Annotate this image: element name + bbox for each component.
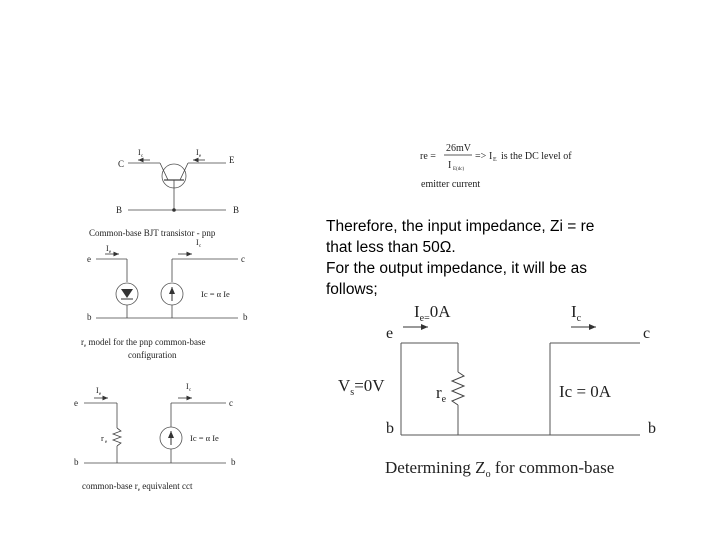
diagram4-caption: Determining $Z_o$ for common-base: [385, 458, 615, 480]
re-sub: e: [105, 440, 108, 445]
implies-arrow: =>: [475, 151, 487, 162]
ic-label: I: [196, 238, 199, 247]
ic-zero-label: Ic = 0A: [559, 382, 612, 401]
body-line-3: For the output impedance, it will be as: [326, 260, 588, 277]
ic-label: I: [186, 382, 189, 391]
ie-sub: e: [199, 154, 202, 159]
base-right-label: b: [648, 420, 656, 437]
diagram3-caption: common-base $r_e$ equivalent cct: [82, 481, 193, 493]
re-label: $r_e$: [436, 383, 447, 405]
ie-label: I: [106, 244, 109, 253]
base-left-label: b: [87, 312, 92, 322]
re-formula-numerator: 26mV: [446, 143, 471, 154]
ic-label: I: [138, 148, 141, 157]
body-line-4: follows;: [326, 281, 378, 298]
formula-line2: emitter current: [421, 179, 481, 190]
diagram-equivalent-cct: [74, 382, 236, 493]
body-line-1: Therefore, the input impedance, Zi = re: [326, 218, 595, 235]
base-right-label: b: [243, 312, 248, 322]
current-source-label: Ic = α Ie: [190, 433, 219, 443]
ic-label: $I_c$: [571, 302, 582, 324]
ie-sub: E: [493, 157, 497, 163]
ie-label: I: [489, 151, 493, 162]
ie-label: I: [196, 148, 199, 157]
re-formula-denominator-sub: E(dc): [453, 167, 465, 172]
base-left-label: B: [116, 205, 123, 215]
base-right-label: b: [231, 457, 236, 467]
ic-sub: c: [189, 388, 192, 393]
ie-sub: e: [109, 250, 112, 255]
diagram-output-impedance: [338, 302, 656, 480]
diagram-re-model: [81, 238, 248, 360]
diagram1-caption: Common-base BJT transistor - pnp: [89, 228, 216, 238]
collector-label: c: [643, 325, 651, 342]
diagram-pnp-transistor: [89, 148, 239, 238]
emitter-label: e: [386, 325, 394, 342]
formula-tail: is the DC level of: [501, 151, 572, 162]
collector-label: c: [229, 398, 233, 408]
re-label: r: [101, 433, 104, 443]
re-formula: [420, 143, 572, 190]
ic-sub: c: [141, 154, 144, 159]
base-right-label: B: [233, 205, 240, 215]
ie-label: $I_{e=}0A$: [414, 302, 451, 324]
re-resistor: [113, 428, 121, 446]
diagram2-caption-line2: configuration: [128, 350, 177, 360]
re-resistor: [452, 372, 464, 405]
collector-label: C: [118, 159, 125, 169]
re-formula-label: re =: [420, 151, 436, 162]
base-left-label: b: [74, 457, 79, 467]
emitter-label: e: [74, 398, 78, 408]
body-line-2: that less than 50Ω.: [326, 239, 456, 256]
base-left-label: b: [386, 420, 394, 437]
ie-label: I: [96, 386, 99, 395]
ic-sub: c: [199, 244, 202, 249]
current-source-label: Ic = α Ie: [201, 289, 230, 299]
body-text: [326, 216, 666, 300]
collector-label: c: [241, 254, 245, 264]
vs-label: $V_s=0V$: [338, 376, 385, 398]
emitter-label: e: [87, 254, 91, 264]
diagram2-caption: $r_e$ model for the pnp common-base: [81, 337, 206, 349]
ie-sub: e: [99, 392, 102, 397]
re-formula-denominator: I: [448, 160, 452, 171]
emitter-label: E: [229, 155, 235, 165]
